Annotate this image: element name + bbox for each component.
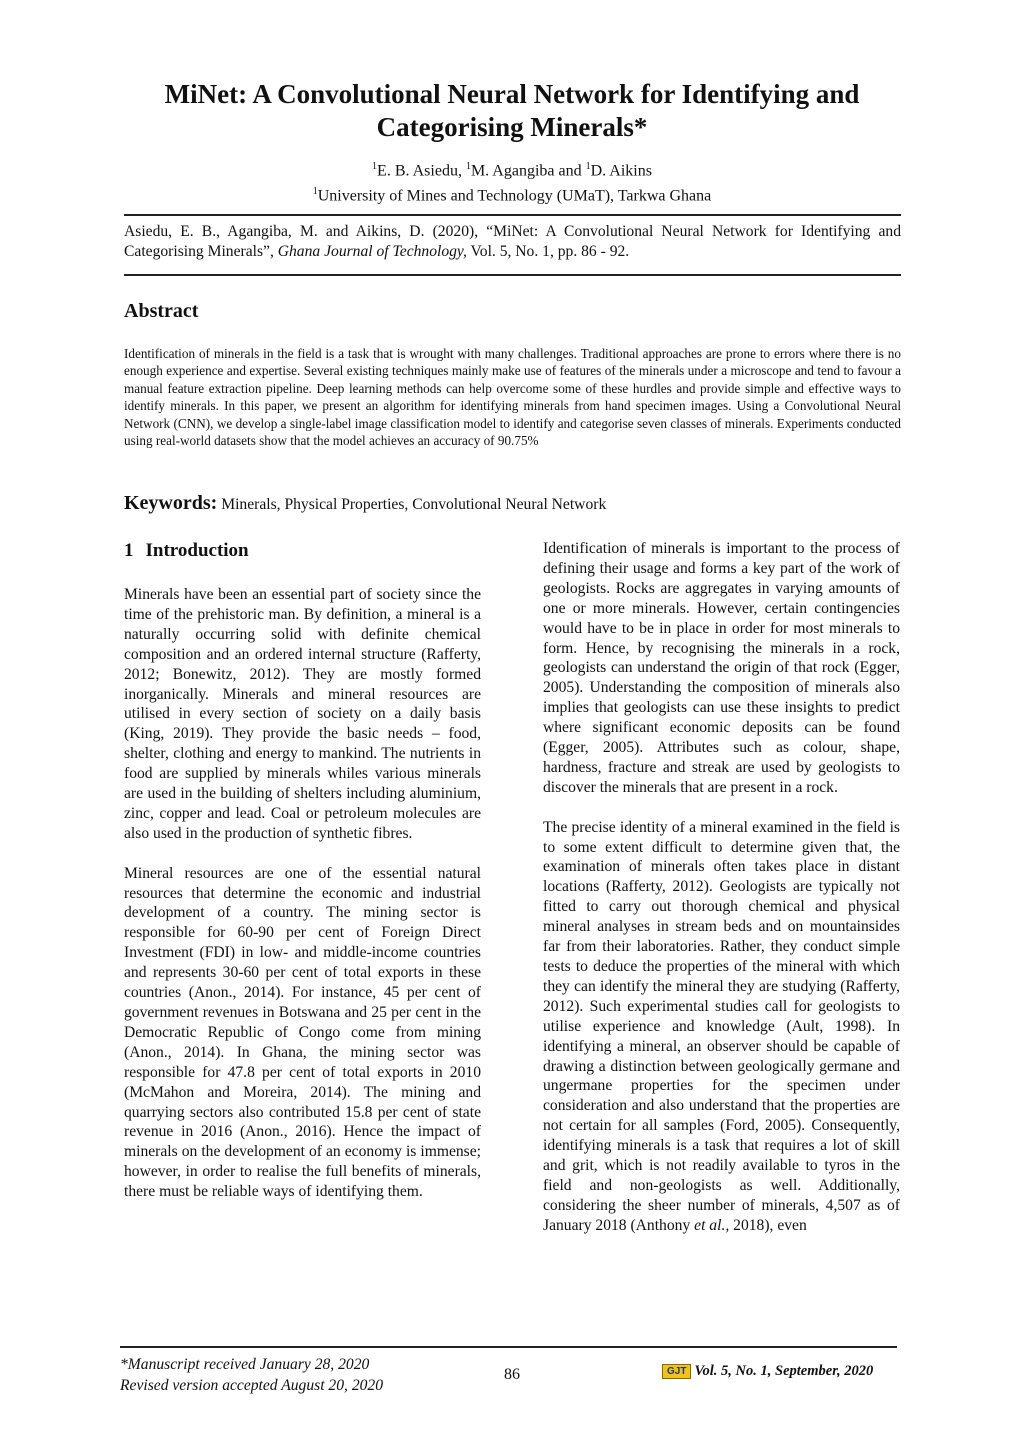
keywords-text: Minerals, Physical Properties, Convolutional Neural Network xyxy=(217,496,607,513)
right-column xyxy=(543,539,900,1256)
title-line-1: MiNet: A Convolutional Neural Network for Identifying and xyxy=(164,79,860,109)
affiliation: $^1$University of Mines and Technology (UMaT), Tarkwa Ghana xyxy=(312,186,712,205)
title-line-2: Categorising Minerals* xyxy=(376,112,648,142)
page-number: 86 xyxy=(504,1366,520,1383)
gjt-logo-icon: GJT xyxy=(662,1364,691,1379)
author-block xyxy=(110,156,914,207)
section-heading-introduction: 1 Introduction xyxy=(124,540,249,561)
paper-title xyxy=(110,78,914,144)
paragraph: Identification of minerals is important to the process of defining their usage and forms a key part of the work of geologists. Rocks are aggregates in varying amounts of one or more minerals. However, certain contingencies would have to be in place in order for most minerals to form. Hence, by recognising the minerals in a rock, geologists can understand the origin of that rock (Egger, 2005). Understanding the composition of minerals also implies that geologists can use these insights to predict where significant economic deposits can be found (Egger, 2005). Attributes such as colour, shape, hardness, fracture and streak are used by geologists to discover the minerals that are present in a rock. xyxy=(543,540,900,796)
journal-name: Ghana Journal of Technology, xyxy=(277,243,467,260)
citation-bottom-rule xyxy=(124,274,901,276)
received-date: *Manuscript received January 28, 2020 xyxy=(120,1356,370,1373)
paragraph: The precise identity of a mineral examined in the field is to some extent difficult to determine given that, the examination of minerals often takes place in distant locations (Rafferty, 2012). Geologists are typically not fitted to carry out thorough chemical and physical mineral analyses in stream beds and on mountainsides far from their laboratories. Rather, they conduct simple tests to deduce the properties of the mineral with which they can identify the mineral they are studying (Rafferty, 2012). Such experimental studies call for geologists to utilise experience and knowledge (Ault, 1998). In identifying a mineral, an observer should be capable of drawing a distinction between geologically germane and ungermane properties for the specimen under consideration and also understand that the properties are not certain for all samples (Ford, 2005). Consequently, identifying minerals is a task that requires a lot of skill and grit, which is not readily available to tyros in the field and non-geologists as well. Additionally, considering the sheer number of minerals, 4,507 as of January 2018 (Anthony et al., 2018), even xyxy=(543,818,900,1234)
citation-block: Asiedu, E. B., Agangiba, M. and Aikins, D. (2020), “MiNet: A Convolutional Neural Network for Identifying and Categorising Minerals”, Ghana Journal of Technology, Vol. 5, No. 1, pp. 86 - 92. xyxy=(124,223,901,260)
paragraph: Mineral resources are one of the essential natural resources that determine the economic and industrial development of a country. The mining sector is responsible for 60-90 per cent of Foreign Direct Investment (FDI) in low- and middle-income countries and represents 30-60 per cent of total exports in these countries (Anon., 2014). For instance, 45 per cent of government revenues in Botswana and 25 per cent in the Democratic Republic of Congo come from mining (Anon., 2014). In Ghana, the mining sector was responsible for 47.8 per cent of total exports in 2010 (McMahon and Moreira, 2014). The mining and quarrying sectors also contributed 15.8 per cent of state revenue in 2016 (Anon., 2016). Hence the impact of minerals on the development of an economy is immense; however, in order to realise the full benefits of minerals, there must be reliable ways of identifying them. xyxy=(124,864,481,1201)
author-list: $^1$E. B. Asiedu, $^1$M. Agangiba and $^1$D. Aikins xyxy=(372,161,652,180)
keywords-line xyxy=(124,492,606,515)
manuscript-dates xyxy=(120,1354,383,1396)
footer-rule xyxy=(120,1346,897,1348)
citation-top-rule xyxy=(124,214,901,216)
paragraph: Minerals have been an essential part of society since the time of the prehistoric man. By definition, a mineral is a naturally occurring solid with definite chemical composition and an ordered internal structure (Rafferty, 2012; Bonewitz, 2012). They are mostly formed inorganically. Minerals and mineral resources are utilised in every section of society on a daily basis (King, 2019). They provide the basic needs – food, shelter, clothing and energy to mankind. The nutrients in food are supplied by minerals whiles various minerals are used in the building of shelters including aluminium, zinc, copper and lead. Coal or petroleum molecules are also used in the production of synthetic fibres. xyxy=(124,586,481,842)
abstract-heading: Abstract xyxy=(124,300,199,322)
journal-volume: GJT Vol. 5, No. 1, September, 2020 xyxy=(662,1363,873,1380)
left-column xyxy=(124,585,481,1222)
keywords-label: Keywords: xyxy=(124,492,218,514)
abstract-text: Identification of minerals in the field is a task that is wrought with many challenges. Traditional approaches are prone to errors where there is no enough experience and expertise. Several existing techniques mainly make use of features of the minerals under a microscope and tend to favour a manual feature extraction pipeline. Deep learning methods can help overcome some of these hurdles and provide simple and effective ways to identify minerals. In this paper, we present an algorithm for identifying minerals from hand specimen images. Using a Convolutional Neural Network (CNN), we develop a single-label image classification model to identify and categorise seven classes of minerals. Experiments conducted using real-world datasets show that the model achieves an accuracy of 90.75% xyxy=(124,346,901,449)
revised-date: Revised version accepted August 20, 2020 xyxy=(120,1377,384,1394)
